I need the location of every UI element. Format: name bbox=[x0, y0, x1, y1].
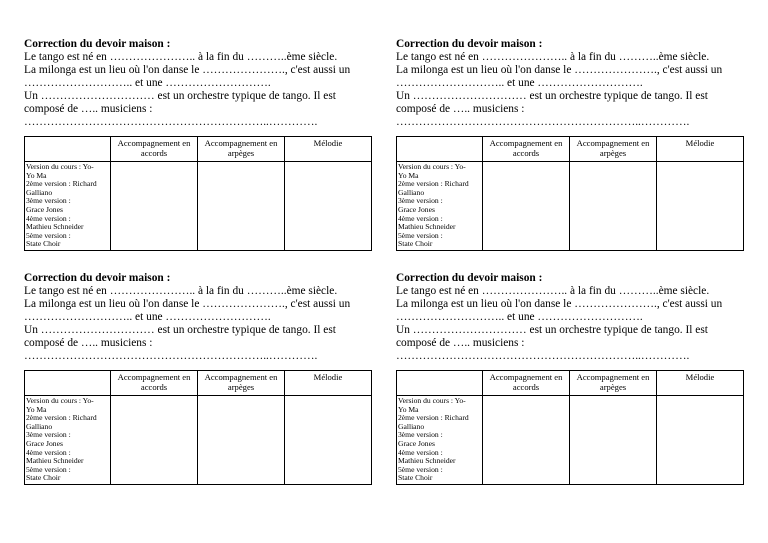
row-label: Yo Ma bbox=[26, 404, 47, 414]
table-header-accords: Accompagnement en accords bbox=[111, 137, 198, 162]
answer-cell-arpeges bbox=[570, 396, 657, 485]
row-label: Galliano bbox=[26, 187, 53, 197]
row-label: State Choir bbox=[398, 239, 433, 249]
row-label: 2ème version : Richard bbox=[26, 179, 97, 189]
row-label: 5ème version : bbox=[26, 464, 71, 474]
row-label: 4ème version : bbox=[398, 213, 443, 223]
table-row-labels bbox=[25, 162, 111, 251]
text-line-5: composé de ….. musiciens : bbox=[24, 103, 153, 115]
row-label: Mathieu Schneider bbox=[26, 222, 84, 232]
answer-cell-accords bbox=[111, 396, 198, 485]
worksheet-title: Correction du devoir maison : bbox=[396, 272, 543, 284]
answer-cell-accords bbox=[111, 162, 198, 251]
row-label: 3ème version : bbox=[398, 430, 443, 440]
text-line-6: ………………………………………………………..…………. bbox=[24, 116, 318, 128]
worksheet-top-left bbox=[24, 38, 372, 249]
row-label: 3ème version : bbox=[26, 196, 71, 206]
row-label: 4ème version : bbox=[26, 447, 71, 457]
row-label: Galliano bbox=[26, 421, 53, 431]
row-label: 2ème version : Richard bbox=[398, 413, 469, 423]
text-line-4: Un ………………………… est un orchestre typique de tango. Il est bbox=[396, 90, 708, 102]
row-label: State Choir bbox=[26, 473, 61, 483]
text-line-1: Le tango est né en ………………….. à la fin du ………..ème siècle. bbox=[396, 51, 710, 63]
text-line-3: ……………………….. et une ………………………. bbox=[396, 77, 643, 89]
worksheet-title: Correction du devoir maison : bbox=[24, 38, 171, 50]
table-header-melodie: Mélodie bbox=[657, 371, 744, 396]
row-label: 5ème version : bbox=[26, 230, 71, 240]
answer-cell-melodie bbox=[657, 162, 744, 251]
table-header-empty bbox=[397, 137, 483, 162]
row-label: Grace Jones bbox=[26, 204, 63, 214]
row-label: Yo Ma bbox=[26, 170, 47, 180]
answer-table bbox=[24, 370, 372, 485]
text-line-1: Le tango est né en ………………….. à la fin du ………..ème siècle. bbox=[24, 51, 338, 63]
text-line-3: ……………………….. et une ………………………. bbox=[24, 311, 271, 323]
text-line-6: ………………………………………………………..…………. bbox=[24, 350, 318, 362]
row-label: 5ème version : bbox=[398, 230, 443, 240]
row-label: Version du cours : Yo- bbox=[26, 162, 94, 171]
worksheet-bottom-left bbox=[24, 272, 372, 483]
row-label: Galliano bbox=[398, 421, 425, 431]
answer-table bbox=[24, 136, 372, 251]
table-header-arpeges: Accompagnement en arpèges bbox=[198, 137, 285, 162]
table-header-empty bbox=[397, 371, 483, 396]
row-label: Mathieu Schneider bbox=[398, 222, 456, 232]
text-line-4: Un ………………………… est un orchestre typique de tango. Il est bbox=[24, 324, 336, 336]
table-header-arpeges: Accompagnement en arpèges bbox=[198, 371, 285, 396]
table-header-accords: Accompagnement en accords bbox=[483, 371, 570, 396]
worksheet-title: Correction du devoir maison : bbox=[24, 272, 171, 284]
answer-cell-melodie bbox=[657, 396, 744, 485]
row-label: Grace Jones bbox=[398, 204, 435, 214]
text-line-2: La milonga est un lieu où l'on danse le …………………., c'est aussi un bbox=[396, 64, 723, 76]
text-line-3: ……………………….. et une ………………………. bbox=[24, 77, 271, 89]
row-label: State Choir bbox=[26, 239, 61, 249]
text-line-5: composé de ….. musiciens : bbox=[396, 337, 525, 349]
row-label: Mathieu Schneider bbox=[26, 456, 84, 466]
row-label: Galliano bbox=[398, 187, 425, 197]
answer-cell-melodie bbox=[285, 396, 372, 485]
row-label: 5ème version : bbox=[398, 464, 443, 474]
table-row-labels bbox=[397, 162, 483, 251]
worksheet-bottom-right bbox=[396, 272, 744, 483]
text-line-3: ……………………….. et une ………………………. bbox=[396, 311, 643, 323]
text-line-1: Le tango est né en ………………….. à la fin du ………..ème siècle. bbox=[24, 285, 338, 297]
answer-table bbox=[396, 136, 744, 251]
text-line-2: La milonga est un lieu où l'on danse le …………………., c'est aussi un bbox=[24, 64, 351, 76]
row-label: Grace Jones bbox=[398, 438, 435, 448]
answer-cell-accords bbox=[483, 396, 570, 485]
answer-cell-melodie bbox=[285, 162, 372, 251]
text-line-2: La milonga est un lieu où l'on danse le …………………., c'est aussi un bbox=[24, 298, 351, 310]
answer-cell-accords bbox=[483, 162, 570, 251]
table-header-melodie: Mélodie bbox=[657, 137, 744, 162]
table-header-empty bbox=[25, 137, 111, 162]
table-header-melodie: Mélodie bbox=[285, 137, 372, 162]
text-line-1: Le tango est né en ………………….. à la fin du ………..ème siècle. bbox=[396, 285, 710, 297]
table-header-arpeges: Accompagnement en arpèges bbox=[570, 137, 657, 162]
answer-cell-arpeges bbox=[198, 162, 285, 251]
text-line-4: Un ………………………… est un orchestre typique de tango. Il est bbox=[24, 90, 336, 102]
row-label: Mathieu Schneider bbox=[398, 456, 456, 466]
row-label: Yo Ma bbox=[398, 404, 419, 414]
answer-table bbox=[396, 370, 744, 485]
row-label: 3ème version : bbox=[26, 430, 71, 440]
table-header-accords: Accompagnement en accords bbox=[111, 371, 198, 396]
row-label: 2ème version : Richard bbox=[398, 179, 469, 189]
worksheet-top-right bbox=[396, 38, 744, 249]
table-header-arpeges: Accompagnement en arpèges bbox=[570, 371, 657, 396]
worksheet-title: Correction du devoir maison : bbox=[396, 38, 543, 50]
row-label: Version du cours : Yo- bbox=[398, 396, 466, 405]
text-line-6: ………………………………………………………..…………. bbox=[396, 116, 690, 128]
table-header-accords: Accompagnement en accords bbox=[483, 137, 570, 162]
table-header-melodie: Mélodie bbox=[285, 371, 372, 396]
text-line-2: La milonga est un lieu où l'on danse le …………………., c'est aussi un bbox=[396, 298, 723, 310]
row-label: Yo Ma bbox=[398, 170, 419, 180]
row-label: 2ème version : Richard bbox=[26, 413, 97, 423]
row-label: Version du cours : Yo- bbox=[398, 162, 466, 171]
row-label: 3ème version : bbox=[398, 196, 443, 206]
table-row-labels bbox=[397, 396, 483, 485]
row-label: Grace Jones bbox=[26, 438, 63, 448]
row-label: Version du cours : Yo- bbox=[26, 396, 94, 405]
answer-cell-arpeges bbox=[198, 396, 285, 485]
text-line-4: Un ………………………… est un orchestre typique de tango. Il est bbox=[396, 324, 708, 336]
table-row-labels bbox=[25, 396, 111, 485]
row-label: 4ème version : bbox=[26, 213, 71, 223]
text-line-6: ………………………………………………………..…………. bbox=[396, 350, 690, 362]
row-label: 4ème version : bbox=[398, 447, 443, 457]
table-header-empty bbox=[25, 371, 111, 396]
row-label: State Choir bbox=[398, 473, 433, 483]
answer-cell-arpeges bbox=[570, 162, 657, 251]
text-line-5: composé de ….. musiciens : bbox=[24, 337, 153, 349]
text-line-5: composé de ….. musiciens : bbox=[396, 103, 525, 115]
